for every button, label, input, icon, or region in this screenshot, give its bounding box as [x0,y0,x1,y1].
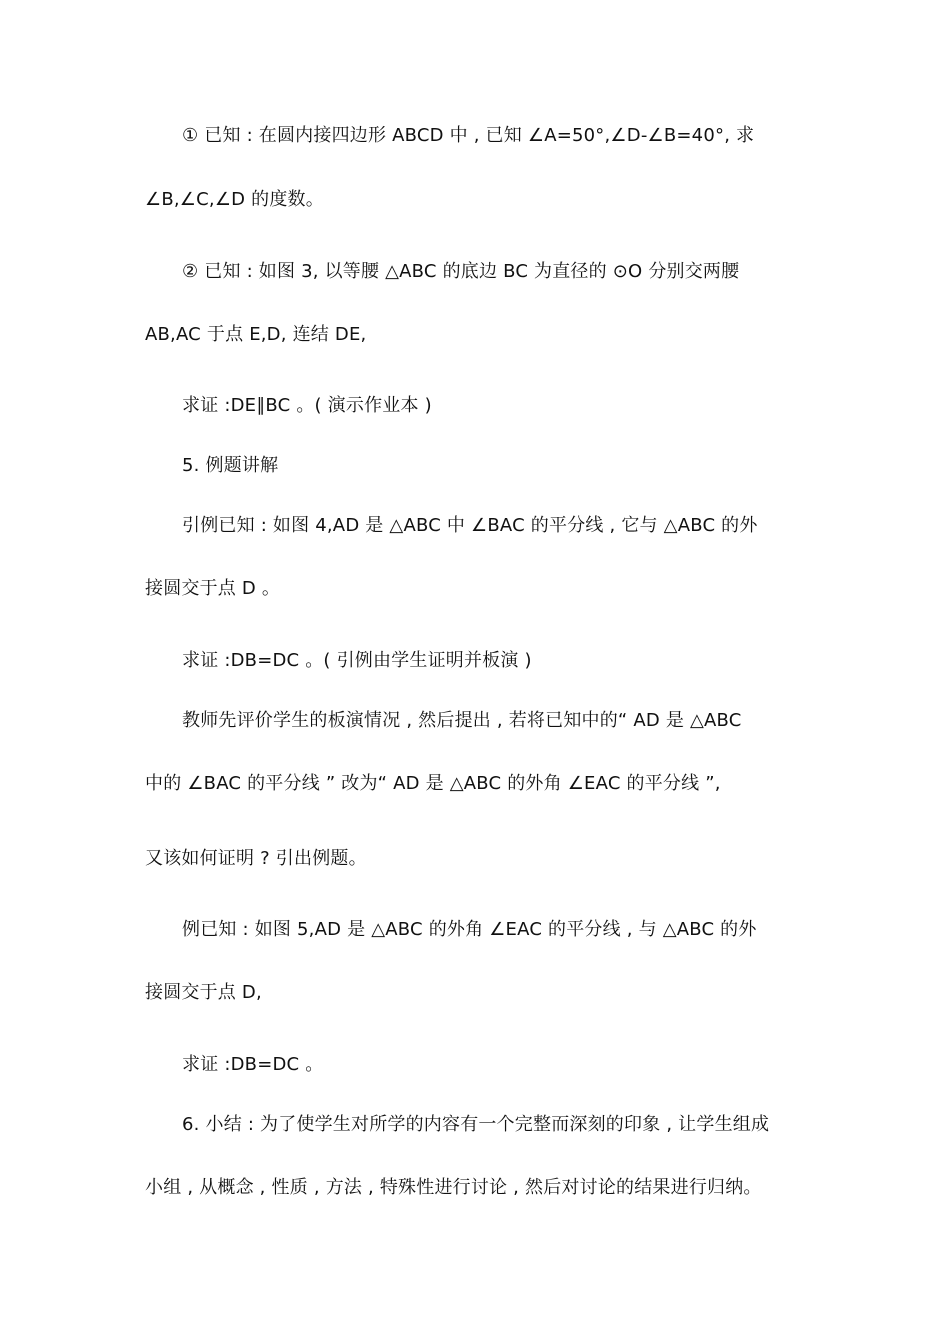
summary-line-1: 6. 小结 : 为了使学生对所学的内容有一个完整而深刻的印象 , 让学生组成 [182,1114,770,1135]
problem-2-proof: 求证 :DE∥BC 。( 演示作业本 ) [182,395,432,416]
section-5-heading: 5. 例题讲解 [182,455,279,476]
teacher-paragraph-line-1: 教师先评价学生的板演情况 , 然后提出 , 若将已知中的“ AD 是 △ABC [182,710,742,731]
summary-line-2: 小组 , 从概念 , 性质 , 方法 , 特殊性进行讨论 , 然后对讨论的结果进行归纳。 [145,1177,762,1198]
lead-example-line-2: 接圆交于点 D 。 [145,578,281,599]
lead-example-proof: 求证 :DB=DC 。( 引例由学生证明并板演 ) [182,650,532,671]
teacher-paragraph-line-2: 中的 ∠BAC 的平分线 ” 改为“ AD 是 △ABC 的外角 ∠EAC 的平分线 ”, [145,773,721,794]
example-line-2: 接圆交于点 D, [145,982,262,1003]
lead-example-line-1: 引例已知 : 如图 4,AD 是 △ABC 中 ∠BAC 的平分线 , 它与 △ABC 的外 [182,515,758,536]
teacher-paragraph-line-3: 又该如何证明 ? 引出例题。 [145,848,367,869]
problem-1-line-2: ∠B,∠C,∠D 的度数。 [145,189,324,210]
example-line-1: 例已知 : 如图 5,AD 是 △ABC 的外角 ∠EAC 的平分线 , 与 △ABC 的外 [182,919,757,940]
example-proof: 求证 :DB=DC 。 [182,1054,324,1075]
problem-2-line-1: ② 已知 : 如图 3, 以等腰 △ABC 的底边 BC 为直径的 ⊙O 分别交两腰 [182,261,740,282]
problem-1-line-1: ① 已知 : 在圆内接四边形 ABCD 中 , 已知 ∠A=50°,∠D-∠B=40°, 求 [182,125,755,146]
problem-2-line-2: AB,AC 于点 E,D, 连结 DE, [145,324,367,345]
